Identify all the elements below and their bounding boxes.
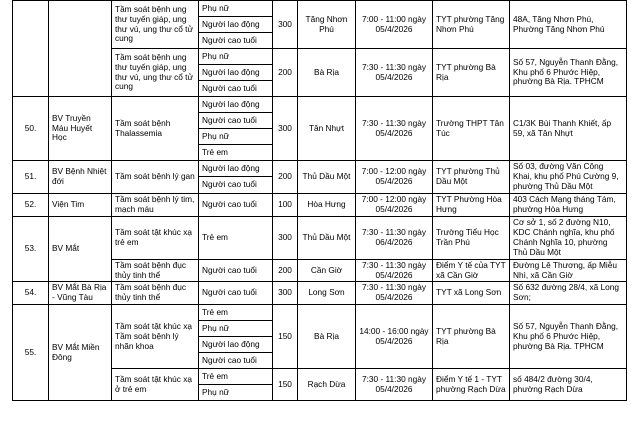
screening-content: Tầm soát bệnh lý gan	[112, 161, 199, 194]
venue: Điểm Y tế 1 - TYT phường Rạch Dừa	[433, 369, 510, 401]
time-slot: 7:30 - 11:30 ngày 05/4/2026	[356, 97, 433, 161]
quantity: 200	[273, 161, 298, 194]
unit-name: BV Truyền Máu Huyết Học	[49, 97, 112, 161]
address: 403 Cách Mạng tháng Tám, phường Hòa Hưng	[510, 193, 627, 216]
screening-content: Tầm soát bệnh lý tim, mạch máu	[112, 193, 199, 216]
time-slot: 7:30 - 11:30 ngày 05/4/2026	[356, 369, 433, 401]
target-group: Phụ nữ	[199, 321, 273, 337]
table-row	[13, 216, 627, 259]
address: Số 632 đường 28/4, xã Long Sơn;	[510, 282, 627, 305]
target-group: Phụ nữ	[199, 1, 273, 17]
target-group: Người cao tuổi	[199, 113, 273, 129]
target-group: Người cao tuổi	[199, 33, 273, 49]
address: Cơ sở 1, số 2 đường N10, KDC Chánh nghĩa, khu phố Chánh Nghĩa 10, phường Thủ Dầu Một	[510, 216, 627, 259]
quantity: 200	[273, 49, 298, 97]
quantity: 300	[273, 282, 298, 305]
ward-name: Tăng Nhơn Phú	[298, 1, 356, 49]
unit-name: BV Mắt Miền Đông	[49, 305, 112, 401]
time-slot: 7:00 - 11:00 ngày 05/4/2026	[356, 1, 433, 49]
row-number: 52.	[13, 193, 49, 216]
screening-content: Tầm soát tật khúc xạ trẻ em	[112, 216, 199, 259]
screening-content: Tầm soát tật khúc xạ Tầm soát bệnh lý nhãn khoa	[112, 305, 199, 369]
time-slot: 7:30 - 11:30 ngày 05/4/2026	[356, 259, 433, 282]
ward-name: Long Sơn	[298, 282, 356, 305]
target-group: Phụ nữ	[199, 385, 273, 401]
ward-name: Bà Rịa	[298, 305, 356, 369]
time-slot: 7:00 - 12:00 ngày 05/4/2026	[356, 193, 433, 216]
row-number: 50.	[13, 97, 49, 161]
quantity: 300	[273, 1, 298, 49]
address: Số 57, Nguyễn Thanh Đằng, Khu phố 6 Phước Hiệp, phường Bà Rịa. TPHCM	[510, 305, 627, 369]
address: Số 57, Nguyễn Thanh Đằng, Khu phố 6 Phước Hiệp, phường Bà Rịa. TPHCM	[510, 49, 627, 97]
row-number: 55.	[13, 305, 49, 401]
unit-name: BV Mắt Bà Rịa - Vũng Tàu	[49, 282, 112, 305]
target-group: Người cao tuổi	[199, 193, 273, 216]
table-row	[13, 161, 627, 177]
table-row	[13, 97, 627, 113]
screening-content: Tầm soát bệnh ung thư tuyến giáp, ung thư vú, ung thư cổ tử cung	[112, 49, 199, 97]
ward-name: Bà Rịa	[298, 49, 356, 97]
time-slot: 7:30 - 11:30 ngày 05/4/2026	[356, 49, 433, 97]
address: 48A, Tăng Nhơn Phú, Phường Tăng Nhơn Phú	[510, 1, 627, 49]
ward-name: Tân Nhựt	[298, 97, 356, 161]
screening-content: Tầm soát bệnh ung thư tuyến giáp, ung thư vú, ung thư cổ tử cung	[112, 1, 199, 49]
target-group: Trẻ em	[199, 305, 273, 321]
table-row	[13, 305, 627, 321]
venue: Trường THPT Tân Túc	[433, 97, 510, 161]
quantity: 300	[273, 216, 298, 259]
quantity: 150	[273, 305, 298, 369]
screening-content: Tầm soát tật khúc xạ ở trẻ em	[112, 369, 199, 401]
address: Số 03, đường Văn Công Khai, khu phố Phú Cường 9, phường Thủ Dầu Một	[510, 161, 627, 194]
table-row	[13, 193, 627, 216]
venue: TYT phường Thủ Dầu Một	[433, 161, 510, 194]
ward-name: Hòa Hưng	[298, 193, 356, 216]
target-group: Người cao tuổi	[199, 259, 273, 282]
venue: TYT phường Bà Rịa	[433, 305, 510, 369]
target-group: Người cao tuổi	[199, 282, 273, 305]
ward-name: Rạch Dừa	[298, 369, 356, 401]
target-group: Người lao động	[199, 17, 273, 33]
quantity: 150	[273, 369, 298, 401]
venue: TYT phường Bà Rịa	[433, 49, 510, 97]
target-group: Trẻ em	[199, 216, 273, 259]
target-group: Người cao tuổi	[199, 81, 273, 97]
quantity: 100	[273, 193, 298, 216]
target-group: Trẻ em	[199, 145, 273, 161]
venue: TYT phường Tăng Nhơn Phú	[433, 1, 510, 49]
ward-name: Thủ Dầu Một	[298, 161, 356, 194]
target-group: Người lao động	[199, 65, 273, 81]
time-slot: 7:00 - 12:00 ngày 05/4/2026	[356, 161, 433, 194]
target-group: Phụ nữ	[199, 49, 273, 65]
ward-name: Thủ Dầu Một	[298, 216, 356, 259]
unit-name	[49, 1, 112, 97]
time-slot: 7:30 - 11:30 ngày 06/4/2026	[356, 216, 433, 259]
target-group: Phụ nữ	[199, 129, 273, 145]
row-number: 53.	[13, 216, 49, 282]
unit-name: BV Mắt	[49, 216, 112, 282]
screening-content: Tầm soát bệnh Thalassemia	[112, 97, 199, 161]
venue: Điểm Y tế của TYT xã Cần Giờ	[433, 259, 510, 282]
target-group: Người lao động	[199, 161, 273, 177]
screening-content: Tầm soát bệnh đục thủy tinh thể	[112, 282, 199, 305]
row-number: 51.	[13, 161, 49, 194]
target-group: Người cao tuổi	[199, 353, 273, 369]
table-row	[13, 1, 627, 17]
address: Đường Lê Thương, ấp Miễu Nhì, xã Cần Giờ	[510, 259, 627, 282]
venue: Trường Tiểu Học Trần Phú	[433, 216, 510, 259]
unit-name: Viện Tim	[49, 193, 112, 216]
time-slot: 14:00 - 16:00 ngày 05/4/2026	[356, 305, 433, 369]
row-number	[13, 1, 49, 97]
address: C1/3K Bùi Thanh Khiết, ấp 59, xã Tân Nhựt	[510, 97, 627, 161]
screening-content: Tầm soát bệnh đục thủy tinh thể	[112, 259, 199, 282]
ward-name: Cần Giờ	[298, 259, 356, 282]
schedule-table	[12, 0, 627, 401]
row-number: 54.	[13, 282, 49, 305]
unit-name: BV Bệnh Nhiệt đới	[49, 161, 112, 194]
venue: TYT Phường Hòa Hưng	[433, 193, 510, 216]
time-slot: 7:30 - 11:30 ngày 05/4/2026	[356, 282, 433, 305]
target-group: Người lao động	[199, 97, 273, 113]
target-group: Trẻ em	[199, 369, 273, 385]
address: số 484/2 đường 30/4, phường Rạch Dừa	[510, 369, 627, 401]
target-group: Người cao tuổi	[199, 177, 273, 193]
table-row	[13, 282, 627, 305]
venue: TYT xã Long Sơn	[433, 282, 510, 305]
quantity: 300	[273, 97, 298, 161]
target-group: Người lao động	[199, 337, 273, 353]
quantity: 200	[273, 259, 298, 282]
